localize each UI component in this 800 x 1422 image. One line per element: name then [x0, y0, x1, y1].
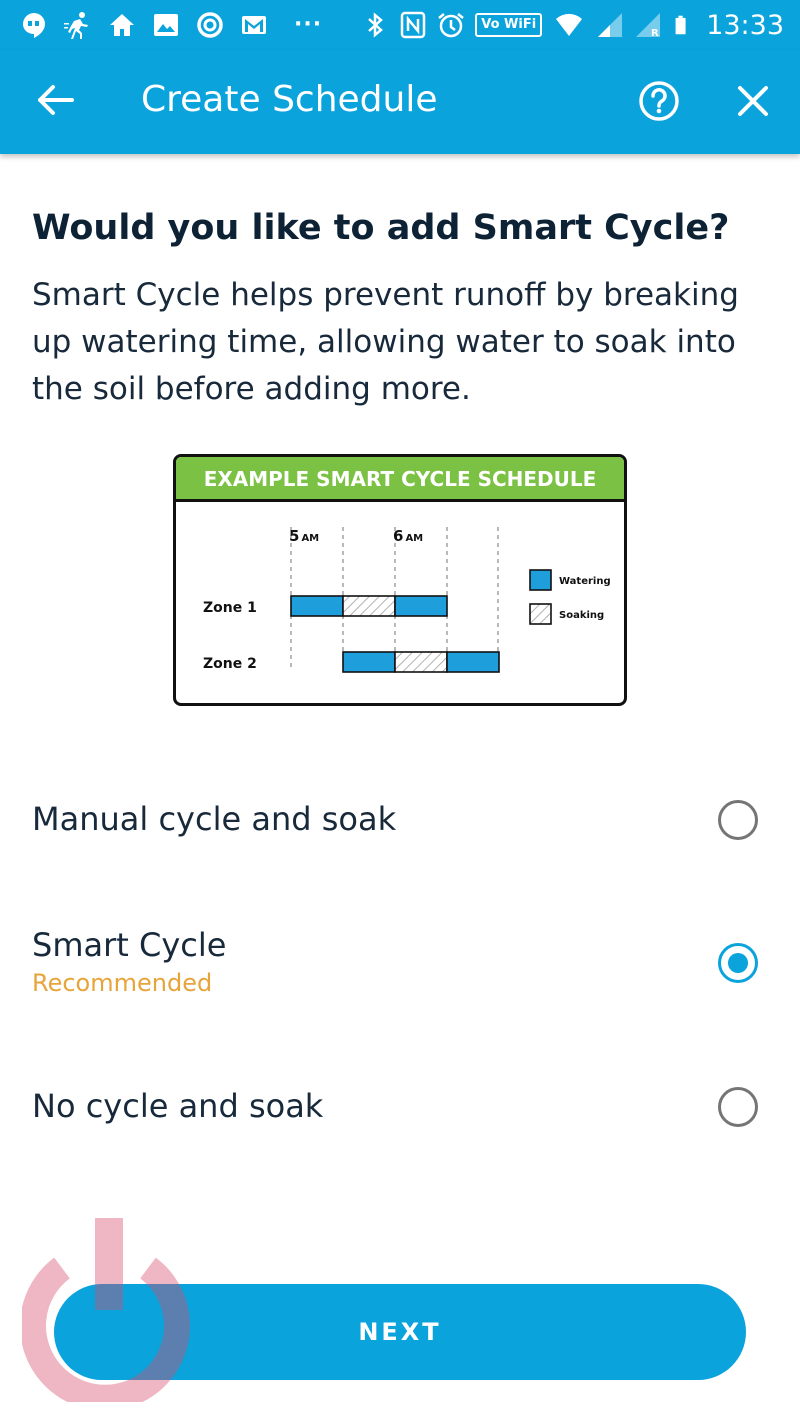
schedule-diagram: [176, 502, 624, 703]
home-icon: [108, 11, 136, 39]
signal-roaming-icon: [634, 11, 662, 39]
app-bar: [0, 50, 800, 154]
bluetooth-icon: [361, 11, 389, 39]
illustration-title: EXAMPLE SMART CYCLE SCHEDULE: [176, 457, 624, 502]
notification-icons: [20, 9, 332, 41]
close-icon[interactable]: [730, 78, 776, 124]
legend-watering-swatch: [530, 570, 551, 590]
zone-1-watering-block: [291, 596, 343, 616]
zone-1-label: Zone 1: [203, 600, 257, 616]
battery-icon: [672, 11, 692, 39]
clock: 13:33: [706, 9, 784, 41]
zone-2-soaking-block: [395, 652, 447, 672]
alarm-icon: [437, 11, 465, 39]
zone-2-watering-block: [343, 652, 395, 672]
smart-cycle-illustration: [173, 454, 627, 706]
more-notifications-indicator: ···: [294, 12, 323, 37]
zone-1-soaking-block: [343, 596, 395, 616]
radio-manual-cycle[interactable]: [718, 800, 758, 840]
image-icon: [152, 11, 180, 39]
system-icons: [361, 9, 784, 41]
question-circle-icon[interactable]: [636, 78, 682, 124]
svg-text:R: R: [651, 28, 659, 39]
gmail-icon: [240, 11, 268, 39]
recommended-badge: Recommended: [32, 969, 213, 997]
target-icon: [196, 11, 224, 39]
zone-2-label: Zone 2: [203, 656, 257, 672]
signal-icon: [596, 11, 624, 39]
next-button[interactable]: [54, 1284, 746, 1380]
page-title: Create Schedule: [141, 79, 438, 120]
option-manual-cycle[interactable]: [0, 790, 800, 850]
zone-1-watering-block: [395, 596, 447, 616]
legend-soaking-label: Soaking: [559, 610, 605, 621]
status-bar: [0, 0, 800, 50]
question-heading: Would you like to add Smart Cycle?: [32, 208, 730, 248]
next-button-label: NEXT: [358, 1318, 442, 1346]
time-label-6am: 6 AM: [393, 527, 424, 545]
vowifi-badge: Vo WiFi: [475, 13, 542, 37]
option-label: Manual cycle and soak: [32, 800, 397, 838]
hangouts-icon: [20, 11, 48, 39]
radio-smart-cycle[interactable]: [718, 943, 758, 983]
nfc-icon: [399, 11, 427, 39]
radio-no-cycle[interactable]: [718, 1087, 758, 1127]
running-icon: [64, 11, 92, 39]
arrow-left-icon[interactable]: [34, 78, 78, 122]
option-smart-cycle[interactable]: [0, 920, 800, 1006]
wifi-icon: [552, 11, 586, 39]
option-label: Smart Cycle: [32, 926, 227, 964]
time-label-5am: 5 AM: [289, 527, 320, 545]
legend-soaking-swatch: [530, 604, 551, 624]
option-no-cycle[interactable]: [0, 1077, 800, 1137]
description-text: Smart Cycle helps prevent runoff by breaking up watering time, allowing water to soak into the soil before adding more.: [32, 277, 739, 407]
zone-2-watering-block: [447, 652, 499, 672]
legend-watering-label: Watering: [559, 576, 611, 587]
option-label: No cycle and soak: [32, 1087, 324, 1125]
